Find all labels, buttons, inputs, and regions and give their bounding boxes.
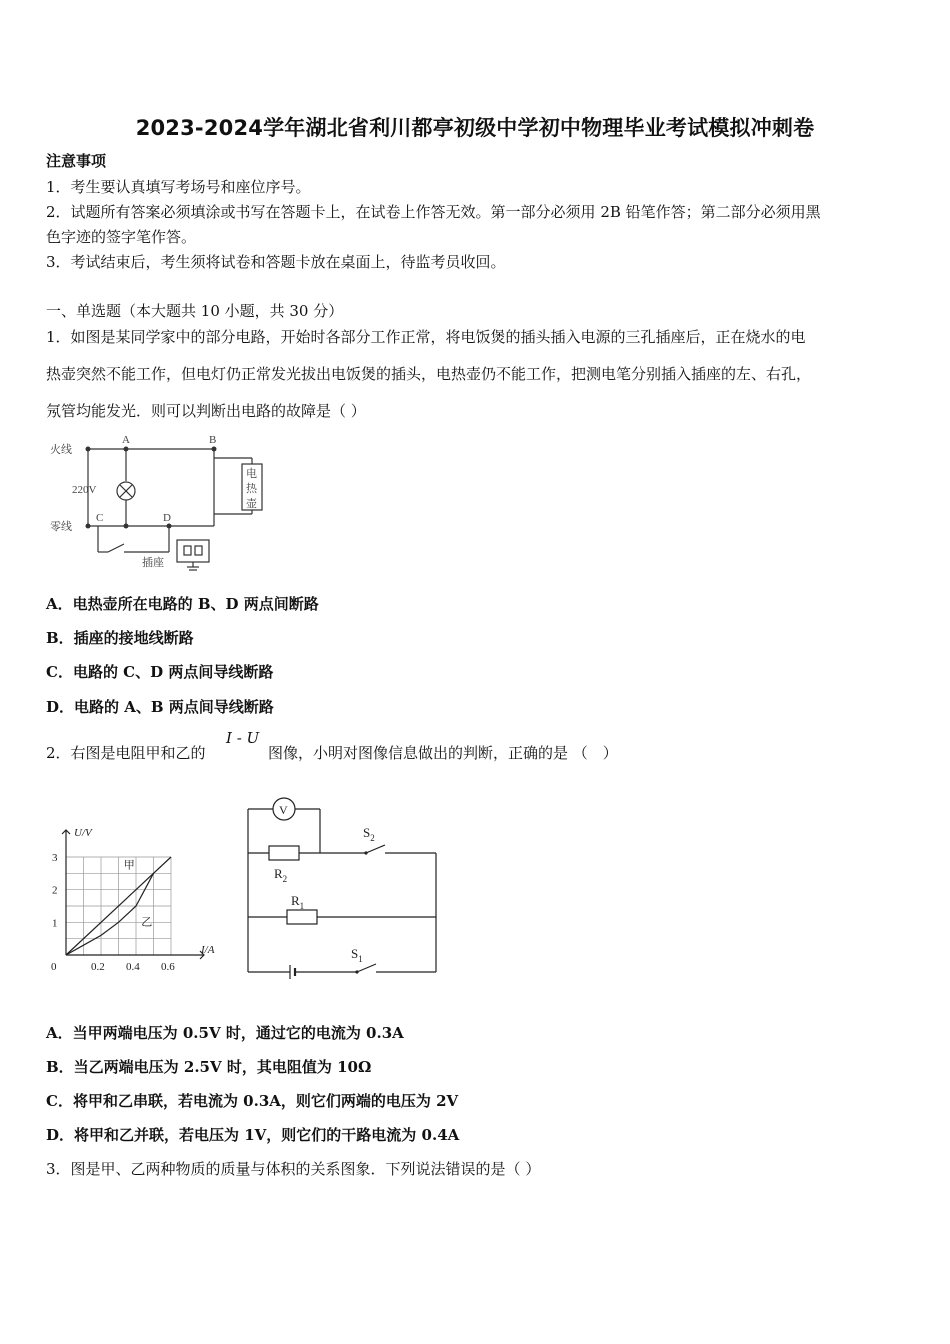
x-tick-label: 0.4: [126, 961, 140, 973]
switch-s2-icon: [366, 845, 385, 853]
notice-item: 3．考试结束后，考生须将试卷和答题卡放在桌面上，待监考员收回。: [46, 253, 506, 271]
q1-option-d: D．电路的 A、B 两点间导线断路: [46, 698, 274, 716]
switch-s1-icon: [357, 964, 376, 972]
q2-circuit-figure: [238, 790, 448, 980]
notice-item: 色字迹的签字笔作答。: [46, 228, 197, 246]
kettle-label: 壶: [246, 498, 257, 510]
q2-iu-chart: [44, 818, 234, 983]
live-wire-label: 火线: [50, 444, 72, 456]
q1-circuit-figure: [44, 430, 274, 575]
q2-formula: I - U: [226, 729, 260, 747]
notice-item: 2．试题所有答案必须填涂或书写在答题卡上，在试卷上作答无效。第一部分必须用 2B 铅笔作答；第二部分必须用黑: [46, 203, 821, 221]
s2-label: $S_2$: [363, 825, 375, 843]
kettle-label: 热: [246, 483, 257, 495]
q1-text: 1．如图是某同学家中的部分电路，开始时各部分工作正常，将电饭煲的插头插入电源的三孔插座后，正在烧水的电: [46, 328, 806, 346]
q2-option-d: D．将甲和乙并联，若电压为 1V，则它们的干路电流为 0.4A: [46, 1126, 460, 1144]
notice-item: 1．考生要认真填写考场号和座位序号。: [46, 178, 311, 196]
y-axis-label: U/V: [74, 827, 92, 839]
q1-text: 氖管均能发光．则可以判断出电路的故障是（ ）: [46, 402, 366, 420]
q1-text: 热壶突然不能工作，但电灯仍正常发光拔出电饭煲的插头，电热壶仍不能工作，把测电笔分别插入插座的左、右孔，: [46, 365, 812, 383]
r2-label: $R_2$: [274, 866, 288, 884]
point-c-label: C: [96, 512, 104, 524]
kettle-label: 电: [246, 468, 257, 480]
y-tick-label: 2: [52, 884, 58, 897]
socket-label: 插座: [142, 557, 164, 569]
section-heading: 一、单选题（本大题共 10 小题，共 30 分）: [46, 302, 344, 320]
socket-icon: [177, 540, 209, 562]
q1-option-a: A．电热壶所在电路的 B、D 两点间断路: [46, 595, 319, 613]
q2-text-prefix: 2．右图是电阻甲和乙的: [46, 744, 206, 762]
q3-text: 3．图是甲、乙两种物质的质量与体积的关系图象．下列说法错误的是（ ）: [46, 1160, 541, 1178]
origin-label: 0: [51, 961, 57, 973]
x-axis-label: I/A: [201, 944, 215, 956]
r1-label: $R_1$: [291, 893, 305, 911]
q2-option-a: A．当甲两端电压为 0.5V 时，通过它的电流为 0.3A: [46, 1024, 404, 1042]
q2-option-b: B．当乙两端电压为 2.5V 时，其电阻值为 10Ω: [46, 1058, 372, 1076]
y-tick-label: 1: [52, 917, 58, 930]
neutral-wire-label: 零线: [50, 521, 72, 533]
q2-text-suffix: 图像，小明对图像信息做出的判断，正确的是 （ ）: [268, 744, 618, 762]
x-tick-label: 0.2: [91, 961, 105, 973]
y-tick-label: 3: [52, 852, 58, 864]
page-title: 2023-2024学年湖北省利川都亭初级中学初中物理毕业考试模拟冲刺卷: [135, 116, 815, 140]
q1-option-c: C．电路的 C、D 两点间导线断路: [46, 663, 274, 681]
point-a-label: A: [122, 434, 130, 446]
series-label-jia: 甲: [123, 859, 135, 872]
point-d-label: D: [163, 512, 171, 524]
voltmeter-label: V: [279, 803, 288, 817]
notice-heading: 注意事项: [46, 152, 107, 170]
q2-option-c: C．将甲和乙串联，若电流为 0.3A，则它们两端的电压为 2V: [46, 1092, 459, 1110]
resistor-r1-icon: [287, 910, 317, 924]
switch-icon: [108, 544, 124, 552]
resistor-r2-icon: [269, 846, 299, 860]
s1-label: $S_1$: [351, 946, 363, 964]
x-tick-label: 0.6: [161, 961, 175, 973]
series-label-yi: 乙: [141, 916, 153, 929]
q1-option-b: B．插座的接地线断路: [46, 629, 194, 647]
point-b-label: B: [209, 434, 217, 446]
voltage-label: 220V: [72, 484, 97, 496]
